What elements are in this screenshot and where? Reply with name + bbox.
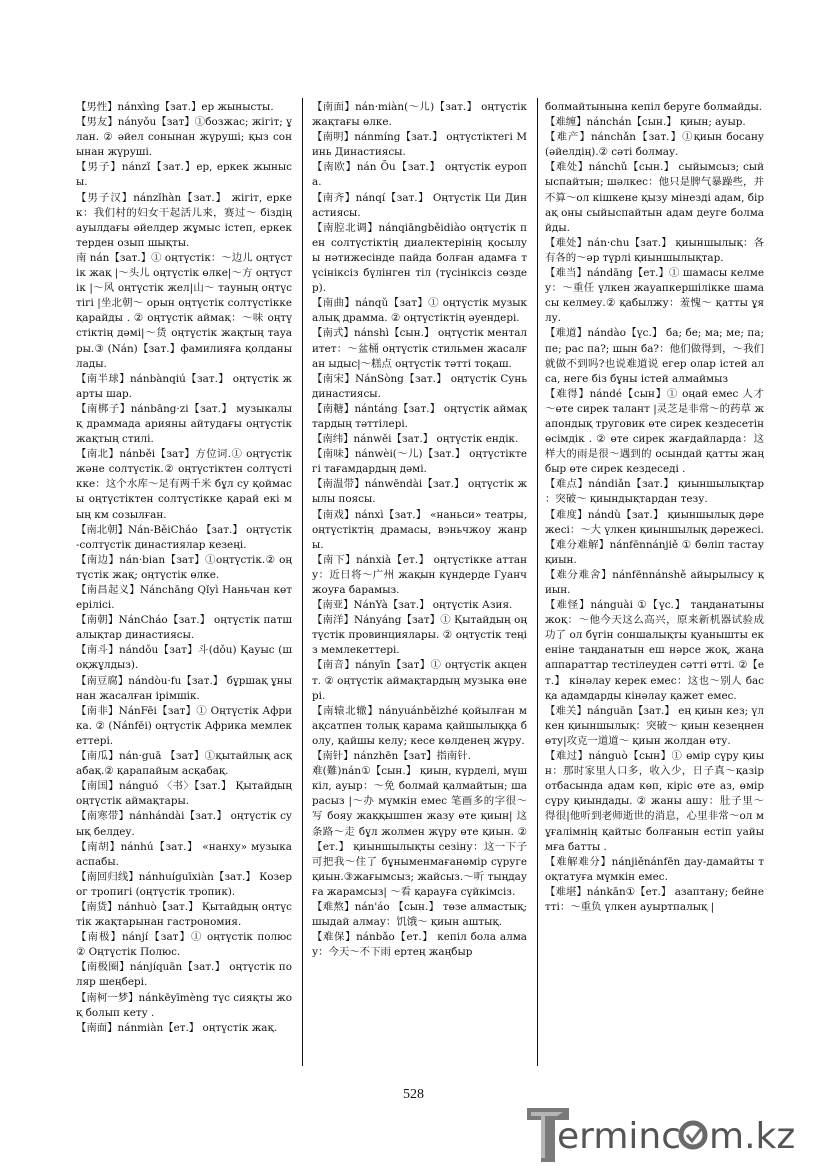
dictionary-entry: 【难处】nán·chu【зат.】 қиыншылық：各有各的～әр түрлі қиыншылықтар. <box>545 236 764 264</box>
dictionary-entry: 【南回归线】nánhuíguīxiàn【зат.】 Козерог тропигі (оңтүстік тропик). <box>76 870 292 898</box>
dictionary-entry: 【南北】nánběi【зат】方位词.① оңтүстік және солтүстік.② оңтүстіктен солтүстікке：这个水库～足有两千米 бұл су қоймасы оңтүстіктен солтүстікке қарай екі мың км созылған. <box>76 448 292 521</box>
dictionary-entry: 【南亚】NánYà【зат.】 оңтүстік Азия. <box>312 599 513 612</box>
dictionary-column-1 <box>76 100 292 1075</box>
dictionary-entry: 【南斗】nándǒu【зат】斗(dǒu) Қауыс (шоқжұлдыз). <box>76 644 292 672</box>
dictionary-entry: 【南欧】nán Ōu【зат.】 оңтүстік еуропа. <box>312 161 527 189</box>
dictionary-entry: 【难堪】nánkān①【ет.】 азаптану; бейнетті：～重负 үлкен ауыртпалық | <box>545 885 764 913</box>
dictionary-entry: 【南纬】nánwěi【зат.】 оңтүстік ендік. <box>312 433 519 446</box>
dictionary-entry: 【南极】nánjí【зат】① оңтүстік полюс ② Оңтүстік Полюс. <box>76 931 292 959</box>
dictionary-entry: 【南式】nánshì【сын.】 оңтүстік менталитет：～盆桶 оңтүстік стильмен жасалған ыдыс|～糕点 оңтүстік тәтті тоқаш. <box>312 327 527 370</box>
dictionary-entry: 【南瓜】nán·guā 【зат】①қытайлық асқабақ.② қарапайым асқабақ. <box>76 750 292 778</box>
termincom-logo[interactable] <box>527 1098 817 1164</box>
dictionary-entry: 【南寒带】nánhándài【зат.】 оңтүстік суық белдеу. <box>76 810 292 838</box>
dictionary-entry: 【南戏】nánxì【зат.】 «наньси» театры, оңтүстіктің драмасы, вэньчжоу жанры. <box>312 508 527 551</box>
dictionary-entry: 【男友】nányǒu【зат】①бозжас; жігіт; ұлан. ② әйел сонынан жүруші; қыз сонынан жүруші. <box>76 116 292 159</box>
dictionary-entry: 【难保】nánbǎo【ет.】 кепіл бола алмау：今天～不下雨 ертең жаңбыр <box>312 931 527 959</box>
dictionary-entry: 【南音】nányīn【зат】① оңтүстік акцент. ② оңтүстік аймақтардың музыка өнері. <box>312 659 527 702</box>
dictionary-entry: 【难解难分】nánjiěnánfēn дау-дамайты тоқтатуға мүмкін емес. <box>545 855 764 883</box>
dictionary-entry: 【南曲】nánqǔ【зат】① оңтүстік музыкалық драмма. ② оңтүстіктің әуендері. <box>312 297 527 325</box>
dictionary-entry: 【难分难舍】nánfēnnánshě айырылысу қиын. <box>545 568 764 596</box>
dictionary-entry: болмайтынына кепіл беруге болмайды. <box>545 101 763 113</box>
dictionary-entry: 【南货】nánhuò【зат.】 Қытайдың оңтүстік жақтарынан гастрономия. <box>76 900 292 929</box>
dictionary-entry: 【难处】nánchǔ【сын.】 сыйымсыз; сыйыспайтын; шәлкес：他只是脾气暴躁些，并不算～ол кішкене қызу мінезді адам, бірақ оны сыйыспайтын адам деуге болмайды. <box>545 161 764 234</box>
column-divider-right <box>537 98 538 1066</box>
dictionary-entry: 【难怪】nánguài ①【үс.】 таңданатыны жоқ：～他今天这么高兴，原来新机器试验成功了 ол бүгін соншалықты қуанышты екеніне таңданатын еш нәрсе жоқ, жаңа аппараттар тестілеуден сәтті өтті. ②【ет.】 кінәлау керек емес：这也～别人 басқа адамдарды кінәлау қажет емес. <box>545 599 764 702</box>
dictionary-entry: 【南豆腐】nándòu·fu【зат.】 бұршақ ұнынан жасалған ірімшік. <box>76 674 292 702</box>
svg-text:m.kz: m.kz <box>709 1116 796 1157</box>
dictionary-entry: 【难熬】nán'áo 【сын.】 төзе алмастық; шыдай алмау：饥饿～ қиын аштық. <box>312 900 527 929</box>
dictionary-entry: 【南国】nánguó 〈书〉【зат.】 Қытайдың оңтүстік аймақтары. <box>76 780 292 808</box>
dictionary-entry: 【难关】nánguān【зат.】 ең қиын кез; үлкен қиыншылық：突破～ қиын кезеңнен өту|攻克一道道～ қиын жолдан өту. <box>545 704 764 747</box>
dictionary-entry: 【南极圈】nánjíquān【зат.】 оңтүстік поляр шеңбері. <box>76 961 292 989</box>
dictionary-entry: 【南针】nánzhēn【зат】指南针. <box>312 750 472 763</box>
dictionary-entry: 【南半球】nánbànqiú【зат.】 оңтүстік жарты шар. <box>76 372 292 400</box>
dictionary-entry: 【南糖】nántáng【зат.】 оңтүстік аймақтардың тәттілері. <box>312 402 527 430</box>
dictionary-entry: 【南下】nánxià【ет.】 оңтүстікке аттану：近日将～广州 жақын күндерде Гуанчжоуға барамыз. <box>312 553 527 596</box>
dictionary-entry: 【南北朝】Nán-BěiCháo 【зат.】 оңтүстік-солтүстік династиялар кезеңі. <box>76 523 292 551</box>
dictionary-entry: 【南非】NánFēi【зат】① Оңтүстік Африка. ② (Nánfēi) оңтүстік Африка мемлекеттері. <box>76 704 292 747</box>
svg-text:erminc: erminc <box>557 1116 681 1157</box>
dictionary-entry: 【南面】nán·miàn(～儿)【зат.】 оңтүстік жақтағы өлке. <box>312 101 527 129</box>
dictionary-entry: 【南宋】NánSòng【зат.】 оңтүстік Сунь династиясы. <box>312 372 527 400</box>
dictionary-entry: 【南齐】nánqí【зат.】 Оңтүстік Ци Династиясы. <box>312 191 527 219</box>
dictionary-column-3 <box>545 100 764 1075</box>
dictionary-entry: 【南腔北调】nánqiāngběidiào оңтүстік пен солтүстіктің диалектерінің қосылуы нәтижесінде пайда болған адамға түсініксіз бүлінген тіл (түсініксіз сөздер). <box>312 221 527 295</box>
dictionary-entry: 【难当】nándāng【ет.】① шамасы келмеу：～重任 үлкен жауапкершілікке шамасы келмеу.② қабылжу：羞愧～ қатты ұялу. <box>545 267 764 325</box>
dictionary-entry: 【难产】nánchǎn【зат.】①қиын босану (әйелдің).② сәті болмау. <box>545 131 764 159</box>
dictionary-entry: 【难缠】nánchán【сын.】 қиын; ауыр. <box>545 116 746 129</box>
dictionary-entry: 【南辕北辙】nányuánběizhé қойылған мақсатпен толық қарама қайшылыққа болу, қайшы келу; кесе көлденең жүру. <box>312 704 527 747</box>
column-divider-left <box>302 98 303 1066</box>
dictionary-entry: 【难得】nándé【сын】① оңай емес 人才～өте сирек талант |灵芝是非常～的药草 жапондық труговик өте сирек кездесетін өсімдік . ② өте сирек жағдайларда：这样大的雨是很～遇到的 осындай қатты жаңбыр өте сирек кездеседі . <box>545 387 764 476</box>
dictionary-entry: 【难点】nándiǎn【зат.】 қиыншылықтар ：突破～ қиындықтардан тезу. <box>545 478 764 506</box>
dictionary-entry: 【南朝】NánCháo【зат.】 оңтүстік патшалықтар династиясы. <box>76 614 292 642</box>
dictionary-entry: 【男性】nánxìng【зат.】ер жынысты. <box>76 101 274 113</box>
dictionary-entry: 【男子】nánzǐ【зат.】ер, еркек жынысы. <box>76 161 292 189</box>
dictionary-entry: 【男子汉】nánzǐhàn【зат.】 жігіт, еркек：我们村的妇女干起活儿来，赛过～ біздің ауылдағы әйелдер жұмыс істеп, еркектерден озып шықты. <box>76 191 292 249</box>
dictionary-entry: 【南明】nánmíng【зат.】 оңтүстіктегі Минь Династиясы. <box>312 131 527 159</box>
dictionary-column-2 <box>312 100 527 1075</box>
dictionary-entry: 【难度】nándù【зат.】 қиыншылық дәрежесі：～大 үлкен қиыншылық дәрежесі. <box>545 508 764 536</box>
dictionary-entry: 【南味】nánwèi(～儿)【зат.】 оңтүстіктегі тағамдардың дәмі. <box>312 448 527 476</box>
dictionary-entry: 【难道】nándào【үс.】 ба; бе; ма; ме; па; пе; рас па?; шын ба?：他们做得到，～我们就做不到吗?也说难道说 егер олар істей алса, неге біз бұны істей алмаймыз <box>545 327 764 385</box>
dictionary-entry: 南 nán【зат.】① оңтүстік：～边儿 оңтүстік жақ |～头儿 оңтүстік өлке|～方 оңтүстік |～风 оңтүстік жел|山～ тауның оңтүстігі |坐北朝～ орын оңтүстік солтүстікке қарайды . ② оңтүстік аймақ：～味 оңтүстіктің дәмі|～货 оңтүстік жақтың тауары.③ (Nán)【зат.】фамилияға қолданылады. <box>76 251 292 370</box>
dictionary-entry: 【南边】nán·bian【зат】①оңтүстік.② оңтүстік жақ; оңтүстік өлке. <box>76 553 292 581</box>
dictionary-entry: 【南梆子】nánbāng·zi【зат.】 музыкалық драммада арияны айтудағы оңтүстік жақтың стилі. <box>76 402 292 446</box>
dictionary-entry: 【南昌起义】Nánchāng Qǐyì Наньчан көтерілісі. <box>76 584 292 612</box>
dictionary-entry: 难(難)nán①【сын.】 қиын, күрделі, мүшкіл, ауыр：～免 болмай қалмайтын; шарасыз |～办 мүмкін емес 笔画多的字很～写 бояу жаққышпен жазу өте қиын| 这条路～走 бұл жолмен жүру өте қиын. ②【ет.】 қиыншылықты сезіну：这一下子可把我～住了 бұныменмағанөмір сүруге қиын.③жағымсыз; жайсыз.～听 тыңдауға жарамсыз| ～看 қарауға сүйкімсіз. <box>312 765 527 898</box>
dictionary-entry: 【南温带】nánwēndài【зат.】 оңтүстік жылы поясы. <box>312 478 527 506</box>
dictionary-entry: 【南柯一梦】nánkēyīmèng түс сияқты жоқ болып кету . <box>76 991 292 1019</box>
dictionary-entry: 【南面】nánmiàn【ет.】 оңтүстік жақ. <box>76 1021 278 1034</box>
dictionary-entry: 【南胡】nánhú【зат.】 «нанху» музыка аспабы. <box>76 840 292 868</box>
page-number: 528 <box>403 1087 424 1102</box>
dictionary-entry: 【南洋】Nányáng【зат】① Қытайдың оңтүстік провинциялары. ② оңтүстік теңіз мемлекеттері. <box>312 614 527 657</box>
dictionary-entry: 【难过】nánguò【сын】① өмір сүру қиын：那时家里人口多，收入少，日子真～қазір отбасында адам көп, кіріс өте аз, өмір сүру қиындады. ② жаны ашу：肚子里～得很|他听到老师逝世的消息，心里非常～ол мұғалімнің қайтыс болғанын естіп уайымға батты . <box>545 750 764 853</box>
dictionary-entry: 【难分难解】nánfēnnánjiě ① бөліп тастау қиын. <box>545 538 764 566</box>
